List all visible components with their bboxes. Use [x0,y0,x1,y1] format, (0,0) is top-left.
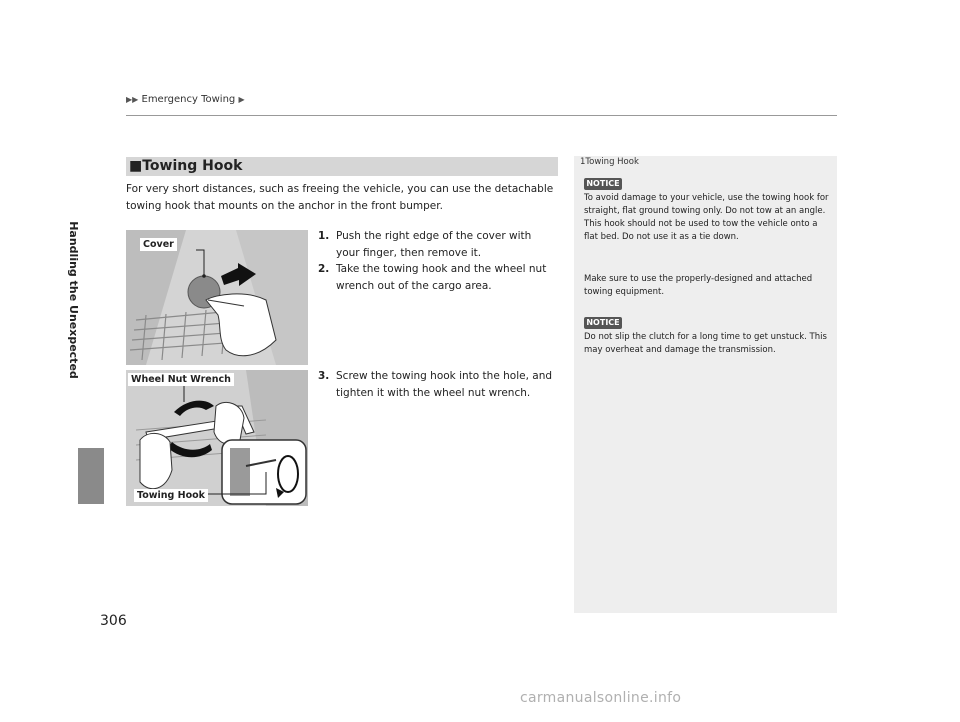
notice-badge: NOTICE [584,178,622,190]
step-text: Push the right edge of the cover with your finger, then remove it. [336,230,532,259]
step-item [318,261,558,294]
notice-badge: NOTICE [584,317,622,329]
intro-paragraph: For very short distances, such as freeing the vehicle, you can use the detachable towing hook that mounts on the anchor in the front bumper. [126,183,554,212]
towing-hook-install-illustration [126,370,308,506]
cover-callout: Cover [140,238,177,251]
steps-list [318,368,558,401]
sidebar-note: Make sure to use the properly-designed and attached towing equipment. [584,274,813,297]
sidebar-heading-text: Towing Hook [585,157,639,167]
reference-icon: 1 [580,157,586,167]
wheel-nut-wrench-callout: Wheel Nut Wrench [128,373,234,386]
header-rule [126,115,837,116]
square-bullet-icon: ■ [129,158,143,174]
breadcrumb-arrow-icon: ▶▶ [126,95,139,104]
side-tab-label: Handling the Unexpected [67,221,80,379]
page-number: 306 [100,613,127,629]
wrench-hook-drawing [126,370,308,506]
cover-removal-illustration [126,230,308,365]
section-title [129,157,242,176]
step-item [318,228,558,261]
side-tab-marker [78,448,104,504]
towing-hook-callout: Towing Hook [134,489,208,502]
step-text: Screw the towing hook into the hole, and tighten it with the wheel nut wrench. [336,370,553,399]
breadcrumb [126,94,245,105]
sidebar-heading [580,157,639,167]
notice-text: To avoid damage to your vehicle, use the towing hook for straight, flat ground towing only. Do not tow at an angle. This hook should not be used to tow the vehicle onto a flat bed. Do not use it as a tie down. [584,193,829,242]
step-number: 1. [318,230,330,242]
breadcrumb-arrow-icon: ▶ [238,95,245,104]
step-number: 3. [318,370,330,382]
section-title-text: Towing Hook [142,158,243,174]
step-item [318,368,558,401]
breadcrumb-label: Emergency Towing [141,94,236,105]
step-text: Take the towing hook and the wheel nut wrench out of the cargo area. [336,263,547,292]
watermark: carmanualsonline.info [520,690,682,706]
steps-list [318,228,558,294]
step-number: 2. [318,263,330,275]
notice-text: Do not slip the clutch for a long time to get unstuck. This may overheat and damage the transmission. [584,332,827,355]
